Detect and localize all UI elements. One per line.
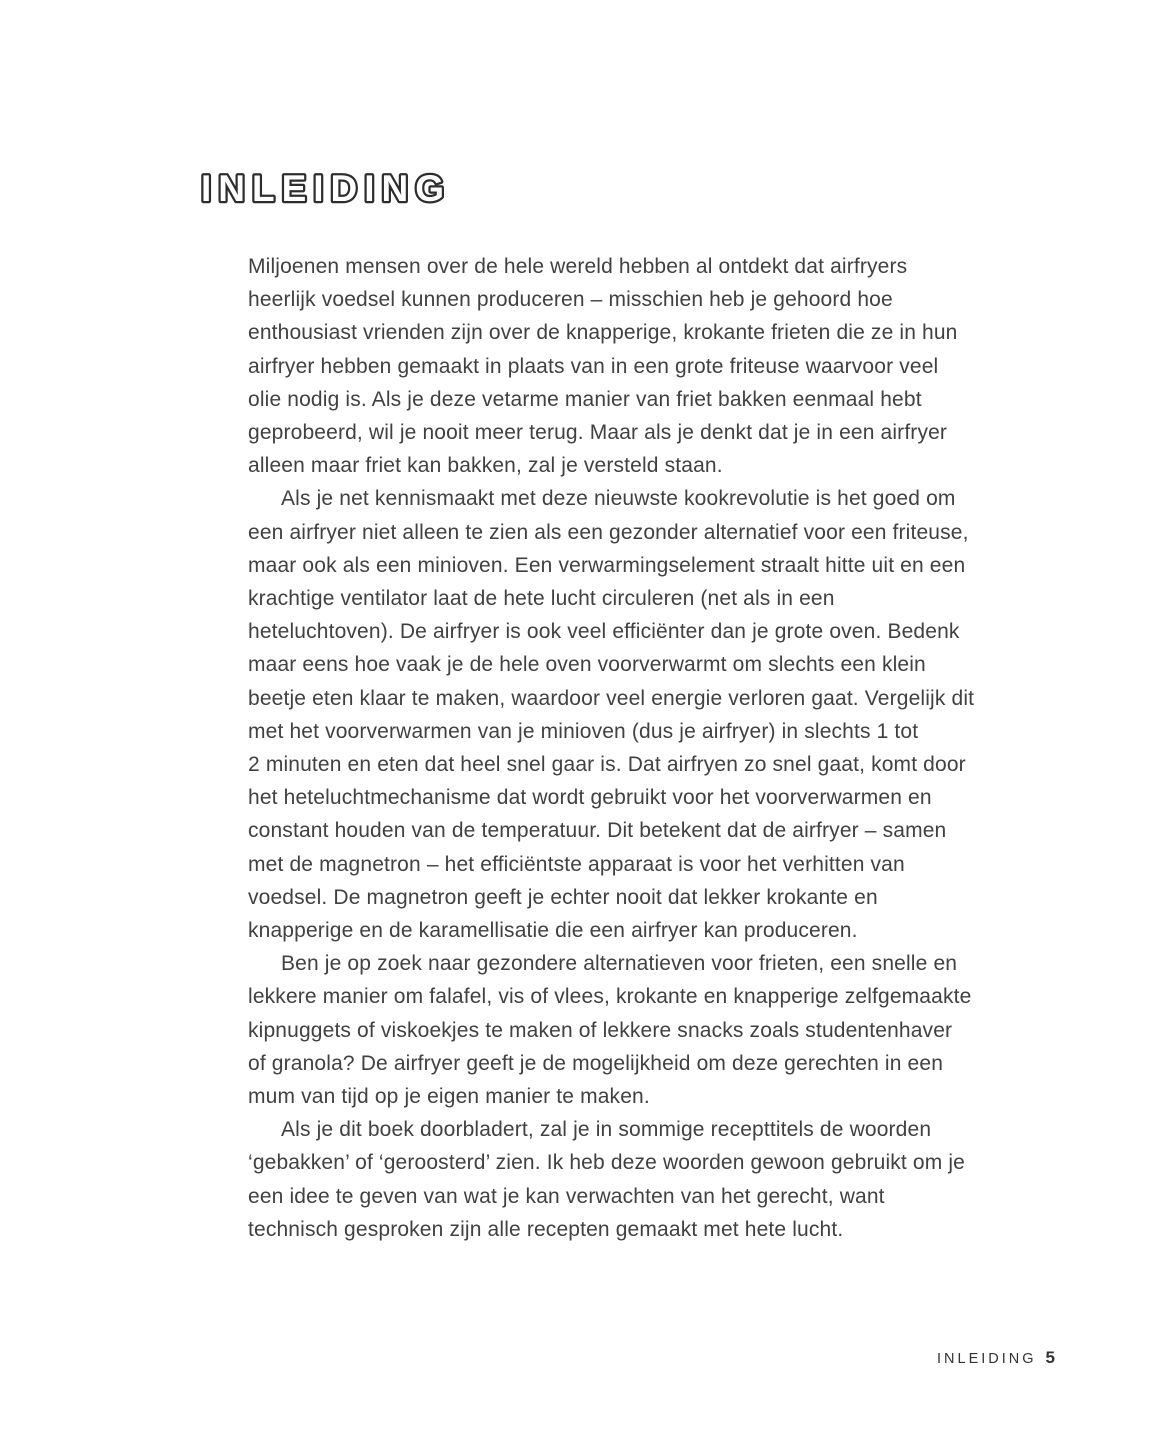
page-footer xyxy=(0,1348,1055,1368)
text-line: beetje eten klaar te maken, waardoor veel energie verloren gaat. Vergelijk dit xyxy=(248,686,975,710)
footer-section-label: INLEIDING xyxy=(937,1351,1037,1367)
text-line: enthousiast vrienden zijn over de knapperige, krokante frieten die ze in hun xyxy=(248,321,958,345)
text-line: airfryer hebben gemaakt in plaats van in een grote friteuse waarvoor veel xyxy=(248,354,939,378)
text-line: mum van tijd op je eigen manier te maken. xyxy=(248,1085,650,1109)
text-line: kipnuggets of viskoekjes te maken of lekkere snacks zoals studentenhaver xyxy=(248,1018,953,1042)
text-line: krachtige ventilator laat de hete lucht circuleren (net als in een xyxy=(248,587,835,611)
text-line: of granola? De airfryer geeft je de mogelijkheid om deze gerechten in een xyxy=(248,1051,944,1075)
chapter-title-text: INLEIDING xyxy=(201,168,452,209)
text-line: een airfryer niet alleen te zien als een gezonder alternatief voor een friteuse, xyxy=(248,520,969,544)
text-line: geprobeerd, wil je nooit meer terug. Maar als je denkt dat je in een airfryer xyxy=(248,421,948,445)
text-line: alleen maar friet kan bakken, zal je versteld staan. xyxy=(248,454,723,478)
text-line: een idee te geven van wat je kan verwachten van het gerecht, want xyxy=(248,1184,885,1208)
chapter-title xyxy=(198,160,618,216)
text-line: lekkere manier om falafel, vis of vlees, krokante en knapperige zelfgemaakte xyxy=(248,985,972,1009)
text-line: maar eens hoe vaak je de hele oven voorverwarmt om slechts een klein xyxy=(248,653,926,677)
text-line: 2 minuten en eten dat heel snel gaar is. Dat airfryen zo snel gaat, komt door xyxy=(248,753,966,777)
text-line: voedsel. De magnetron geeft je echter nooit dat lekker krokante en xyxy=(248,885,878,909)
chapter-title-inline-art xyxy=(198,160,618,216)
text-line: met het voorverwarmen van je minioven (dus je airfryer) in slechts 1 tot xyxy=(248,719,919,743)
text-line: heerlijk voedsel kunnen produceren – misschien heb je gehoord hoe xyxy=(248,288,893,312)
text-line: constant houden van de temperatuur. Dit betekent dat de airfryer – samen xyxy=(248,819,947,843)
text-line: Ben je op zoek naar gezondere alternatieven voor frieten, een snelle en xyxy=(281,952,958,976)
text-line: technisch gesproken zijn alle recepten gemaakt met hete lucht. xyxy=(248,1217,844,1241)
text-line: Als je dit boek doorbladert, zal je in sommige recepttitels de woorden xyxy=(281,1118,932,1142)
footer-page-number: 5 xyxy=(1045,1348,1055,1367)
text-line: maar ook als een minioven. Een verwarmingselement straalt hitte uit en een xyxy=(248,553,966,577)
text-line: heteluchtoven). De airfryer is ook veel efficiënter dan je grote oven. Bedenk xyxy=(248,620,960,644)
text-line: ‘gebakken’ of ‘geroosterd’ zien. Ik heb deze woorden gewoon gebruikt om je xyxy=(248,1151,965,1175)
text-line: olie nodig is. Als je deze vetarme manier van friet bakken eenmaal hebt xyxy=(248,387,922,411)
text-line: het heteluchtmechanisme dat wordt gebruikt voor het voorverwarmen en xyxy=(248,786,932,810)
text-line: Als je net kennismaakt met deze nieuwste kookrevolutie is het goed om xyxy=(281,487,956,511)
body-text-block xyxy=(248,250,975,1246)
text-line: knapperige en de karamellisatie die een airfryer kan produceren. xyxy=(248,919,858,943)
text-line: Miljoenen mensen over de hele wereld hebben al ontdekt dat airfryers xyxy=(248,255,908,278)
text-line: met de magnetron – het efficiëntste apparaat is voor het verhitten van xyxy=(248,852,905,876)
